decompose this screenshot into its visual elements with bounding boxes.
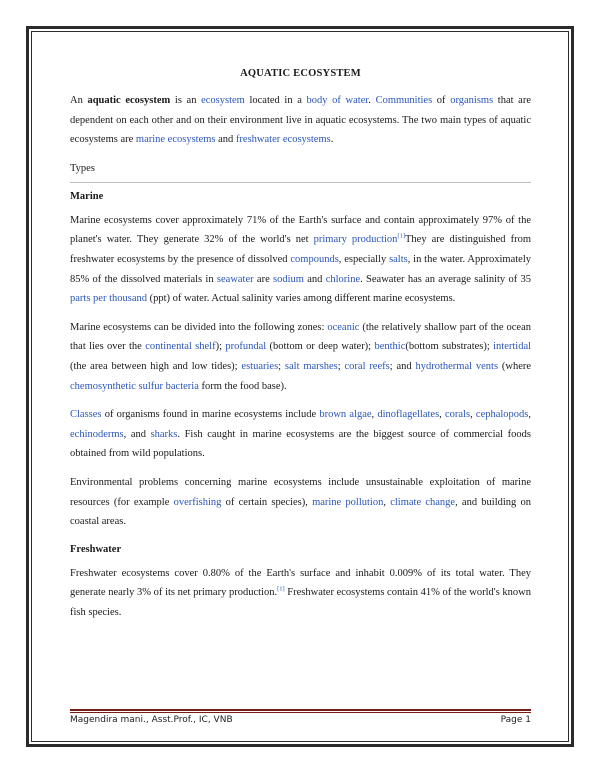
link-cephalopods[interactable]: cephalopods xyxy=(475,409,529,421)
text: They are distinguished from freshwater ecosystems by the presence of dissolved xyxy=(70,234,532,265)
link-classes[interactable]: Classes xyxy=(70,409,102,421)
text: form the food base). xyxy=(198,380,287,392)
text: , xyxy=(439,409,445,421)
text: located in a xyxy=(244,95,307,106)
link-parts-per-thousand[interactable]: parts per thousand xyxy=(70,293,147,305)
text: . Fish caught in marine ecosystems are the biggest source of commercial foods obtained from wild populations. xyxy=(70,428,531,460)
text: , xyxy=(383,496,391,508)
link-hydrothermal-vents[interactable]: hydrothermal vents xyxy=(415,360,499,372)
link-benthic[interactable]: benthic xyxy=(374,341,406,353)
link-brown-algae[interactable]: brown algae xyxy=(319,409,372,421)
text: (where xyxy=(498,360,532,372)
text: ; xyxy=(278,360,285,372)
link-oceanic[interactable]: oceanic xyxy=(327,321,360,333)
bold-term: aquatic ecosystem xyxy=(87,95,171,106)
types-label: Types xyxy=(70,162,95,174)
link-chemosynthetic-sulfur-bacteria[interactable]: chemosynthetic sulfur bacteria xyxy=(70,380,199,392)
text: , and building on coastal areas. xyxy=(70,496,531,528)
marine-paragraph-2 xyxy=(70,318,531,396)
marine-paragraph-4 xyxy=(70,473,531,532)
page-number: Page 1 xyxy=(500,715,531,725)
text: . xyxy=(330,134,334,146)
document-title: AQUATIC ECOSYSTEM xyxy=(240,68,361,79)
link-compounds[interactable]: compounds xyxy=(290,253,339,265)
heading-marine: Marine xyxy=(70,190,104,202)
text: (the relatively shallow part of the ocean that lies over the xyxy=(70,321,531,353)
link-freshwater-ecosystems[interactable]: freshwater ecosystems xyxy=(235,134,331,146)
text: Freshwater ecosystems cover 0.80% of the Earth's surface and inhabit 0.009% of its total water. They generate nearly 3% of its net primary production. xyxy=(70,567,531,599)
link-seawater[interactable]: seawater xyxy=(216,273,254,285)
text: is an xyxy=(170,95,202,106)
link-salts[interactable]: salts xyxy=(389,253,408,265)
text: ; and xyxy=(389,360,416,372)
text: , xyxy=(470,409,476,421)
footer-rule-thin xyxy=(70,712,531,713)
link-corals[interactable]: corals xyxy=(445,409,471,421)
text: , xyxy=(371,409,378,421)
text: , and xyxy=(123,428,151,440)
text: An xyxy=(70,95,88,106)
reference-link[interactable]: [1] xyxy=(397,232,406,240)
link-echinoderms[interactable]: echinoderms xyxy=(70,428,124,440)
reference-link[interactable]: [1] xyxy=(277,585,285,593)
text: and xyxy=(303,273,326,285)
text: (the area between high and low tides); xyxy=(70,360,242,372)
freshwater-paragraph-1 xyxy=(70,564,531,623)
marine-paragraph-3 xyxy=(70,405,531,464)
types-divider xyxy=(70,182,531,183)
footer-rule xyxy=(70,709,531,711)
text: are xyxy=(253,273,274,285)
text: (ppt) of water. Actual salinity varies among different marine ecosystems. xyxy=(146,293,456,305)
link-organisms[interactable]: organisms xyxy=(450,95,494,106)
text: Environmental problems concerning marine ecosystems include unsustainable exploitation of marine resources (for example xyxy=(70,476,531,508)
link-sharks[interactable]: sharks xyxy=(150,428,178,440)
text: (bottom or deep water); xyxy=(266,341,375,353)
link-continental-shelf[interactable]: continental shelf xyxy=(145,341,216,353)
link-coral-reefs[interactable]: coral reefs xyxy=(344,360,390,372)
text: and xyxy=(215,134,236,146)
intro-paragraph xyxy=(70,91,531,150)
link-dinoflagellates[interactable]: dinoflagellates xyxy=(377,409,440,421)
link-chlorine[interactable]: chlorine xyxy=(325,273,361,285)
link-marine-ecosystems[interactable]: marine ecosystems xyxy=(135,134,216,146)
text: Freshwater ecosystems contain 41% of the world's known fish species. xyxy=(70,587,531,618)
text: , especially xyxy=(338,253,390,265)
link-intertidal[interactable]: intertidal xyxy=(493,341,532,353)
link-estuaries[interactable]: estuaries xyxy=(241,360,279,372)
text: , xyxy=(528,409,532,421)
link-body-of-water[interactable]: body of water xyxy=(306,95,369,106)
text: that are dependent on each other and on their environment live in aquatic ecosystems. The two main types of aquatic ecosystems are xyxy=(70,95,532,146)
marine-paragraph-1 xyxy=(70,211,531,309)
text: . xyxy=(368,95,376,106)
text: (bottom substrates); xyxy=(405,341,494,353)
text: ; xyxy=(337,360,345,372)
text: . Seawater has an average salinity of 35 xyxy=(360,273,531,285)
link-climate-change[interactable]: climate change xyxy=(390,496,456,508)
heading-freshwater: Freshwater xyxy=(70,543,122,555)
text: of organisms found in marine ecosystems include xyxy=(101,409,320,421)
text: Marine ecosystems can be divided into the following zones: xyxy=(70,321,328,333)
link-communities[interactable]: Communities xyxy=(375,95,433,106)
link-profundal[interactable]: profundal xyxy=(225,341,267,353)
text: , in the water. Approximately 85% of the dissolved materials in xyxy=(70,253,532,285)
link-overfishing[interactable]: overfishing xyxy=(173,496,222,508)
link-sodium[interactable]: sodium xyxy=(273,273,304,285)
text: of xyxy=(432,95,451,106)
text: Marine ecosystems cover approximately 71% of the Earth's surface and contain approximately 97% of the planet's water. They generate 32% of the world's net xyxy=(70,214,531,246)
link-primary-production[interactable]: primary production xyxy=(313,234,398,246)
document-body xyxy=(70,68,531,631)
link-marine-pollution[interactable]: marine pollution xyxy=(312,496,384,508)
link-ecosystem[interactable]: ecosystem xyxy=(201,95,245,106)
link-salt-marshes[interactable]: salt marshes xyxy=(284,360,338,372)
footer-author: Magendira mani., Asst.Prof., IC, VNB xyxy=(70,715,233,725)
text: of certain species), xyxy=(221,496,313,508)
text: ); xyxy=(215,341,226,353)
